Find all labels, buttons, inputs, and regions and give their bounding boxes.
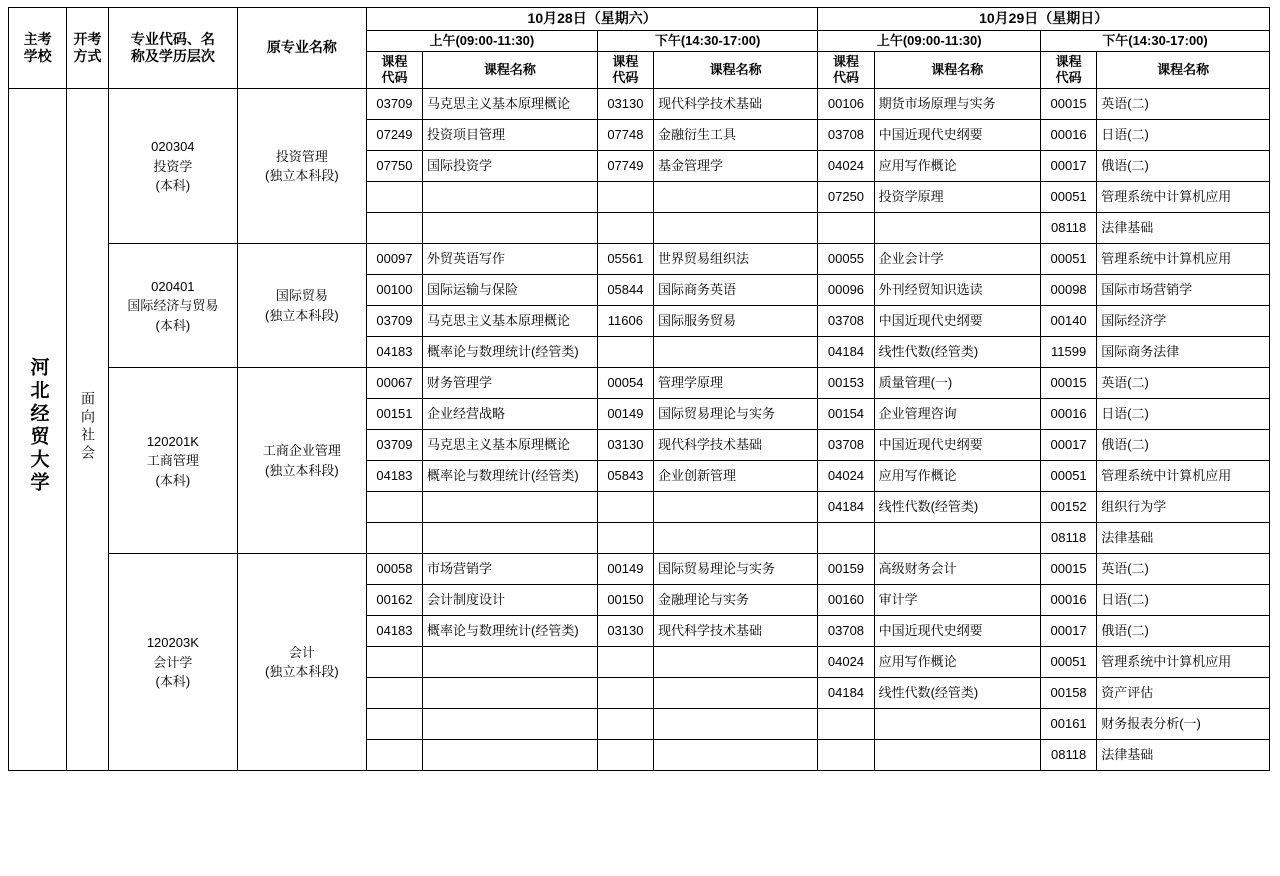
cell-course-code-day2-morning: 03708 xyxy=(818,430,874,461)
original-major-line: 国际贸易 xyxy=(275,288,328,304)
cell-course-code-day1-afternoon xyxy=(597,740,653,771)
cell-course-name-day2-morning xyxy=(874,709,1040,740)
major-line: 120203K xyxy=(146,635,199,650)
cell-course-name-day2-afternoon: 管理系统中计算机应用 xyxy=(1097,244,1270,275)
th-day-1: 10月28日（星期六） xyxy=(366,8,818,31)
th-course-code-d2m: 课程 代码 xyxy=(818,51,874,89)
table-row xyxy=(9,244,1270,275)
cell-course-code-day2-afternoon: 00016 xyxy=(1041,399,1097,430)
table-header xyxy=(9,8,1270,89)
original-major-line: (独立本科段) xyxy=(265,664,339,680)
cell-course-name-day2-morning: 应用写作概论 xyxy=(874,647,1040,678)
cell-course-name-day1-afternoon: 管理学原理 xyxy=(653,368,817,399)
cell-course-name-day1-morning: 马克思主义基本原理概论 xyxy=(423,306,598,337)
cell-course-name-day2-morning: 外刊经贸知识选读 xyxy=(874,275,1040,306)
cell-course-code-day1-morning: 03709 xyxy=(366,306,422,337)
cell-course-code-day1-afternoon xyxy=(597,523,653,554)
th-major-code-name: 专业代码、名 称及学历层次 xyxy=(108,8,237,89)
cell-course-code-day2-afternoon: 00051 xyxy=(1041,461,1097,492)
table-body xyxy=(9,89,1270,771)
cell-course-code-day2-afternoon: 08118 xyxy=(1041,740,1097,771)
cell-course-code-day2-afternoon: 11599 xyxy=(1041,337,1097,368)
cell-course-code-day1-afternoon xyxy=(597,337,653,368)
cell-course-name-day1-morning: 投资项目管理 xyxy=(423,120,598,151)
cell-course-code-day2-afternoon: 00017 xyxy=(1041,151,1097,182)
cell-course-name-day2-afternoon: 日语(二) xyxy=(1097,399,1270,430)
cell-course-code-day1-afternoon: 03130 xyxy=(597,430,653,461)
cell-course-name-day2-morning: 中国近现代史纲要 xyxy=(874,306,1040,337)
cell-course-code-day1-morning xyxy=(366,740,422,771)
cell-course-code-day1-afternoon xyxy=(597,492,653,523)
cell-course-name-day1-morning xyxy=(423,740,598,771)
th-day1-morning: 上午(09:00-11:30) xyxy=(366,30,597,51)
cell-course-name-day1-morning: 概率论与数理统计(经管类) xyxy=(423,337,598,368)
cell-course-code-day1-morning: 04183 xyxy=(366,337,422,368)
cell-course-code-day2-afternoon: 00140 xyxy=(1041,306,1097,337)
cell-course-name-day2-afternoon: 英语(二) xyxy=(1097,368,1270,399)
th-course-code-d2a: 课程 代码 xyxy=(1041,51,1097,89)
cell-course-code-day1-morning xyxy=(366,523,422,554)
cell-course-code-day2-morning: 07250 xyxy=(818,182,874,213)
cell-course-name-day1-afternoon: 国际商务英语 xyxy=(653,275,817,306)
cell-course-name-day1-morning xyxy=(423,523,598,554)
cell-course-name-day1-afternoon: 现代科学技术基础 xyxy=(653,89,817,120)
cell-course-code-day2-morning: 00096 xyxy=(818,275,874,306)
cell-course-code-day2-morning xyxy=(818,740,874,771)
major-line: (本科) xyxy=(155,317,191,333)
cell-course-name-day1-morning: 国际运输与保险 xyxy=(423,275,598,306)
cell-course-name-day1-morning: 外贸英语写作 xyxy=(423,244,598,275)
cell-course-name-day1-afternoon: 现代科学技术基础 xyxy=(653,430,817,461)
cell-course-code-day2-morning: 00159 xyxy=(818,554,874,585)
cell-course-name-day1-afternoon: 国际贸易理论与实务 xyxy=(653,554,817,585)
cell-course-code-day2-morning: 03708 xyxy=(818,120,874,151)
cell-course-name-day1-afternoon: 国际服务贸易 xyxy=(653,306,817,337)
cell-course-name-day1-afternoon xyxy=(653,523,817,554)
cell-course-code-day1-afternoon: 11606 xyxy=(597,306,653,337)
cell-course-code-day1-morning xyxy=(366,492,422,523)
original-major-line: 会计 xyxy=(288,644,315,660)
cell-course-name-day2-morning: 高级财务会计 xyxy=(874,554,1040,585)
cell-course-name-day2-afternoon: 英语(二) xyxy=(1097,89,1270,120)
cell-course-code-day2-afternoon: 00098 xyxy=(1041,275,1097,306)
cell-course-name-day2-morning: 中国近现代史纲要 xyxy=(874,430,1040,461)
cell-course-code-day2-morning: 00106 xyxy=(818,89,874,120)
th-day2-morning: 上午(09:00-11:30) xyxy=(818,30,1041,51)
cell-course-code-day2-morning xyxy=(818,709,874,740)
cell-course-name-day2-afternoon: 法律基础 xyxy=(1097,213,1270,244)
cell-course-code-day2-morning: 04024 xyxy=(818,461,874,492)
cell-course-code-day1-afternoon: 03130 xyxy=(597,89,653,120)
major-line: 国际经济与贸易 xyxy=(127,298,219,313)
cell-course-name-day2-afternoon: 财务报表分析(一) xyxy=(1097,709,1270,740)
cell-course-name-day1-afternoon xyxy=(653,647,817,678)
th-day1-afternoon: 下午(14:30-17:00) xyxy=(597,30,818,51)
cell-course-code-day2-afternoon: 00051 xyxy=(1041,244,1097,275)
cell-course-code-day2-afternoon: 08118 xyxy=(1041,523,1097,554)
cell-course-name-day2-afternoon: 管理系统中计算机应用 xyxy=(1097,182,1270,213)
cell-course-code-day2-morning: 00160 xyxy=(818,585,874,616)
th-exam-mode: 开考 方式 xyxy=(67,8,109,89)
cell-course-name-day2-morning: 中国近现代史纲要 xyxy=(874,616,1040,647)
cell-course-code-day2-afternoon: 00161 xyxy=(1041,709,1097,740)
cell-course-name-day1-morning xyxy=(423,647,598,678)
cell-course-code-day2-morning: 00154 xyxy=(818,399,874,430)
cell-course-name-day1-afternoon xyxy=(653,740,817,771)
cell-course-name-day2-afternoon: 资产评估 xyxy=(1097,678,1270,709)
cell-course-code-day2-morning: 04184 xyxy=(818,492,874,523)
cell-course-code-day1-afternoon: 05843 xyxy=(597,461,653,492)
cell-original-major xyxy=(237,89,366,244)
cell-course-name-day2-morning: 应用写作概论 xyxy=(874,461,1040,492)
cell-course-code-day1-morning: 00067 xyxy=(366,368,422,399)
cell-course-name-day2-morning: 企业会计学 xyxy=(874,244,1040,275)
exam-schedule-table xyxy=(8,7,1270,771)
original-major-line: (独立本科段) xyxy=(265,462,339,478)
cell-course-code-day2-afternoon: 00051 xyxy=(1041,647,1097,678)
cell-course-name-day1-afternoon xyxy=(653,213,817,244)
cell-course-name-day2-afternoon: 国际商务法律 xyxy=(1097,337,1270,368)
cell-course-name-day2-afternoon: 日语(二) xyxy=(1097,120,1270,151)
cell-course-code-day1-afternoon xyxy=(597,213,653,244)
cell-course-name-day1-morning xyxy=(423,678,598,709)
cell-course-code-day2-morning: 04184 xyxy=(818,678,874,709)
cell-course-name-day2-afternoon: 管理系统中计算机应用 xyxy=(1097,461,1270,492)
cell-course-name-day1-morning: 会计制度设计 xyxy=(423,585,598,616)
cell-course-code-day1-afternoon: 07749 xyxy=(597,151,653,182)
cell-course-name-day2-afternoon: 国际市场营销学 xyxy=(1097,275,1270,306)
cell-course-name-day1-afternoon xyxy=(653,182,817,213)
cell-course-name-day1-afternoon xyxy=(653,492,817,523)
cell-course-name-day2-afternoon: 俄语(二) xyxy=(1097,151,1270,182)
cell-course-code-day1-morning: 00151 xyxy=(366,399,422,430)
cell-course-name-day1-afternoon: 金融衍生工具 xyxy=(653,120,817,151)
major-line: (本科) xyxy=(155,472,191,488)
th-day2-afternoon: 下午(14:30-17:00) xyxy=(1041,30,1270,51)
cell-original-major xyxy=(237,554,366,771)
cell-course-code-day2-afternoon: 00015 xyxy=(1041,368,1097,399)
cell-course-name-day1-morning: 概率论与数理统计(经管类) xyxy=(423,461,598,492)
cell-course-name-day1-afternoon xyxy=(653,337,817,368)
cell-course-code-day2-afternoon: 00152 xyxy=(1041,492,1097,523)
cell-course-name-day1-morning: 企业经营战略 xyxy=(423,399,598,430)
cell-course-code-day1-afternoon xyxy=(597,709,653,740)
cell-course-code-day2-morning: 04024 xyxy=(818,151,874,182)
cell-course-code-day2-afternoon: 00015 xyxy=(1041,89,1097,120)
cell-course-name-day2-afternoon: 管理系统中计算机应用 xyxy=(1097,647,1270,678)
cell-major-code-name xyxy=(108,89,237,244)
original-major-line: (独立本科段) xyxy=(265,307,339,323)
cell-exam-mode xyxy=(67,89,109,771)
header-row-1 xyxy=(9,8,1270,31)
cell-course-code-day1-morning: 07750 xyxy=(366,151,422,182)
cell-course-name-day2-afternoon: 法律基础 xyxy=(1097,523,1270,554)
cell-course-name-day1-morning: 概率论与数理统计(经管类) xyxy=(423,616,598,647)
cell-course-code-day2-morning: 04024 xyxy=(818,647,874,678)
cell-course-code-day1-morning: 04183 xyxy=(366,616,422,647)
cell-course-code-day1-afternoon: 07748 xyxy=(597,120,653,151)
cell-course-name-day1-afternoon: 企业创新管理 xyxy=(653,461,817,492)
cell-course-name-day1-morning: 国际投资学 xyxy=(423,151,598,182)
cell-course-code-day1-morning: 00097 xyxy=(366,244,422,275)
table-row xyxy=(9,89,1270,120)
cell-course-code-day2-morning: 00055 xyxy=(818,244,874,275)
cell-course-code-day2-afternoon: 00017 xyxy=(1041,430,1097,461)
cell-course-name-day2-afternoon: 英语(二) xyxy=(1097,554,1270,585)
cell-course-code-day2-afternoon: 00051 xyxy=(1041,182,1097,213)
cell-course-code-day1-morning: 00162 xyxy=(366,585,422,616)
cell-course-code-day1-morning xyxy=(366,678,422,709)
cell-course-name-day2-afternoon: 国际经济学 xyxy=(1097,306,1270,337)
cell-course-name-day1-morning xyxy=(423,182,598,213)
th-school: 主考 学校 xyxy=(9,8,67,89)
exam-mode-text: 面向社会 xyxy=(80,391,96,464)
cell-course-name-day2-afternoon: 组织行为学 xyxy=(1097,492,1270,523)
cell-course-code-day2-morning: 03708 xyxy=(818,616,874,647)
cell-course-code-day1-afternoon: 00054 xyxy=(597,368,653,399)
cell-course-code-day1-morning: 04183 xyxy=(366,461,422,492)
original-major-line: 投资管理 xyxy=(275,148,328,164)
cell-course-code-day1-afternoon: 00150 xyxy=(597,585,653,616)
cell-course-code-day1-afternoon: 05561 xyxy=(597,244,653,275)
cell-major-code-name xyxy=(108,368,237,554)
cell-course-name-day2-afternoon: 俄语(二) xyxy=(1097,430,1270,461)
th-course-name-d1a: 课程名称 xyxy=(653,51,817,89)
cell-course-name-day2-afternoon: 俄语(二) xyxy=(1097,616,1270,647)
major-line: 工商管理 xyxy=(146,453,199,468)
cell-course-code-day1-morning xyxy=(366,709,422,740)
cell-course-name-day2-morning: 质量管理(一) xyxy=(874,368,1040,399)
cell-course-name-day1-afternoon: 世界贸易组织法 xyxy=(653,244,817,275)
cell-course-name-day1-morning xyxy=(423,492,598,523)
original-major-line: (独立本科段) xyxy=(265,168,339,184)
cell-course-name-day2-morning: 期货市场原理与实务 xyxy=(874,89,1040,120)
cell-course-name-day2-morning xyxy=(874,523,1040,554)
cell-course-code-day2-morning: 00153 xyxy=(818,368,874,399)
cell-course-code-day2-afternoon: 00016 xyxy=(1041,585,1097,616)
cell-course-code-day2-afternoon: 00016 xyxy=(1041,120,1097,151)
cell-course-code-day2-afternoon: 08118 xyxy=(1041,213,1097,244)
cell-course-name-day1-morning: 马克思主义基本原理概论 xyxy=(423,89,598,120)
cell-major-code-name xyxy=(108,244,237,368)
cell-course-name-day2-morning: 线性代数(经管类) xyxy=(874,678,1040,709)
cell-original-major xyxy=(237,244,366,368)
cell-course-name-day1-afternoon xyxy=(653,678,817,709)
cell-course-name-day2-morning: 线性代数(经管类) xyxy=(874,337,1040,368)
cell-course-code-day2-afternoon: 00158 xyxy=(1041,678,1097,709)
cell-course-code-day2-morning xyxy=(818,523,874,554)
th-course-code-d1a: 课程 代码 xyxy=(597,51,653,89)
th-course-name-d2a: 课程名称 xyxy=(1097,51,1270,89)
th-course-name-d1m: 课程名称 xyxy=(423,51,598,89)
cell-course-name-day1-afternoon xyxy=(653,709,817,740)
cell-course-code-day2-morning xyxy=(818,213,874,244)
th-original-major: 原专业名称 xyxy=(237,8,366,89)
cell-course-code-day1-afternoon: 05844 xyxy=(597,275,653,306)
school-name-text: 河北经贸大学 xyxy=(27,356,49,495)
cell-course-name-day1-morning: 财务管理学 xyxy=(423,368,598,399)
major-line: (本科) xyxy=(155,178,191,193)
cell-course-code-day1-afternoon: 00149 xyxy=(597,399,653,430)
major-line: 120201K xyxy=(146,433,199,449)
cell-course-code-day1-morning xyxy=(366,182,422,213)
cell-course-name-day1-morning: 马克思主义基本原理概论 xyxy=(423,430,598,461)
major-line: 投资学 xyxy=(153,158,193,174)
cell-course-name-day2-afternoon: 法律基础 xyxy=(1097,740,1270,771)
th-course-code-d1m: 课程 代码 xyxy=(366,51,422,89)
cell-course-name-day1-afternoon: 现代科学技术基础 xyxy=(653,616,817,647)
cell-course-code-day1-afternoon: 03130 xyxy=(597,616,653,647)
cell-course-code-day1-morning: 00058 xyxy=(366,554,422,585)
cell-course-code-day1-afternoon: 00149 xyxy=(597,554,653,585)
cell-course-name-day1-afternoon: 金融理论与实务 xyxy=(653,585,817,616)
major-line: 020304 xyxy=(151,139,195,154)
th-day-2: 10月29日（星期日） xyxy=(818,8,1270,31)
cell-course-code-day1-morning xyxy=(366,647,422,678)
cell-course-code-day2-morning: 04184 xyxy=(818,337,874,368)
cell-course-code-day1-morning xyxy=(366,213,422,244)
cell-course-code-day2-afternoon: 00015 xyxy=(1041,554,1097,585)
cell-course-name-day1-afternoon: 国际贸易理论与实务 xyxy=(653,399,817,430)
cell-course-code-day1-morning: 03709 xyxy=(366,89,422,120)
major-line: 会计学 xyxy=(153,654,193,670)
cell-course-name-day2-morning: 中国近现代史纲要 xyxy=(874,120,1040,151)
cell-original-major xyxy=(237,368,366,554)
cell-course-name-day1-morning xyxy=(423,709,598,740)
cell-course-name-day2-morning xyxy=(874,213,1040,244)
cell-course-name-day2-morning: 应用写作概论 xyxy=(874,151,1040,182)
th-course-name-d2m: 课程名称 xyxy=(874,51,1040,89)
cell-course-code-day1-afternoon xyxy=(597,678,653,709)
cell-course-name-day2-morning: 投资学原理 xyxy=(874,182,1040,213)
cell-course-code-day1-morning: 03709 xyxy=(366,430,422,461)
cell-course-name-day2-morning: 线性代数(经管类) xyxy=(874,492,1040,523)
cell-course-name-day2-morning: 审计学 xyxy=(874,585,1040,616)
cell-course-name-day2-morning xyxy=(874,740,1040,771)
original-major-line: 工商企业管理 xyxy=(262,443,341,459)
cell-course-name-day1-afternoon: 基金管理学 xyxy=(653,151,817,182)
cell-course-code-day1-afternoon xyxy=(597,182,653,213)
cell-course-code-day1-afternoon xyxy=(597,647,653,678)
cell-school-name xyxy=(9,89,67,771)
exam-schedule-page xyxy=(0,7,1280,876)
cell-major-code-name xyxy=(108,554,237,771)
major-line: (本科) xyxy=(155,674,191,689)
cell-course-name-day2-afternoon: 日语(二) xyxy=(1097,585,1270,616)
cell-course-name-day1-morning: 市场营销学 xyxy=(423,554,598,585)
cell-course-code-day2-afternoon: 00017 xyxy=(1041,616,1097,647)
cell-course-code-day1-morning: 07249 xyxy=(366,120,422,151)
table-row xyxy=(9,554,1270,585)
major-line: 020401 xyxy=(151,278,195,294)
cell-course-name-day2-morning: 企业管理咨询 xyxy=(874,399,1040,430)
cell-course-code-day1-morning: 00100 xyxy=(366,275,422,306)
table-row xyxy=(9,368,1270,399)
cell-course-name-day1-morning xyxy=(423,213,598,244)
cell-course-code-day2-morning: 03708 xyxy=(818,306,874,337)
